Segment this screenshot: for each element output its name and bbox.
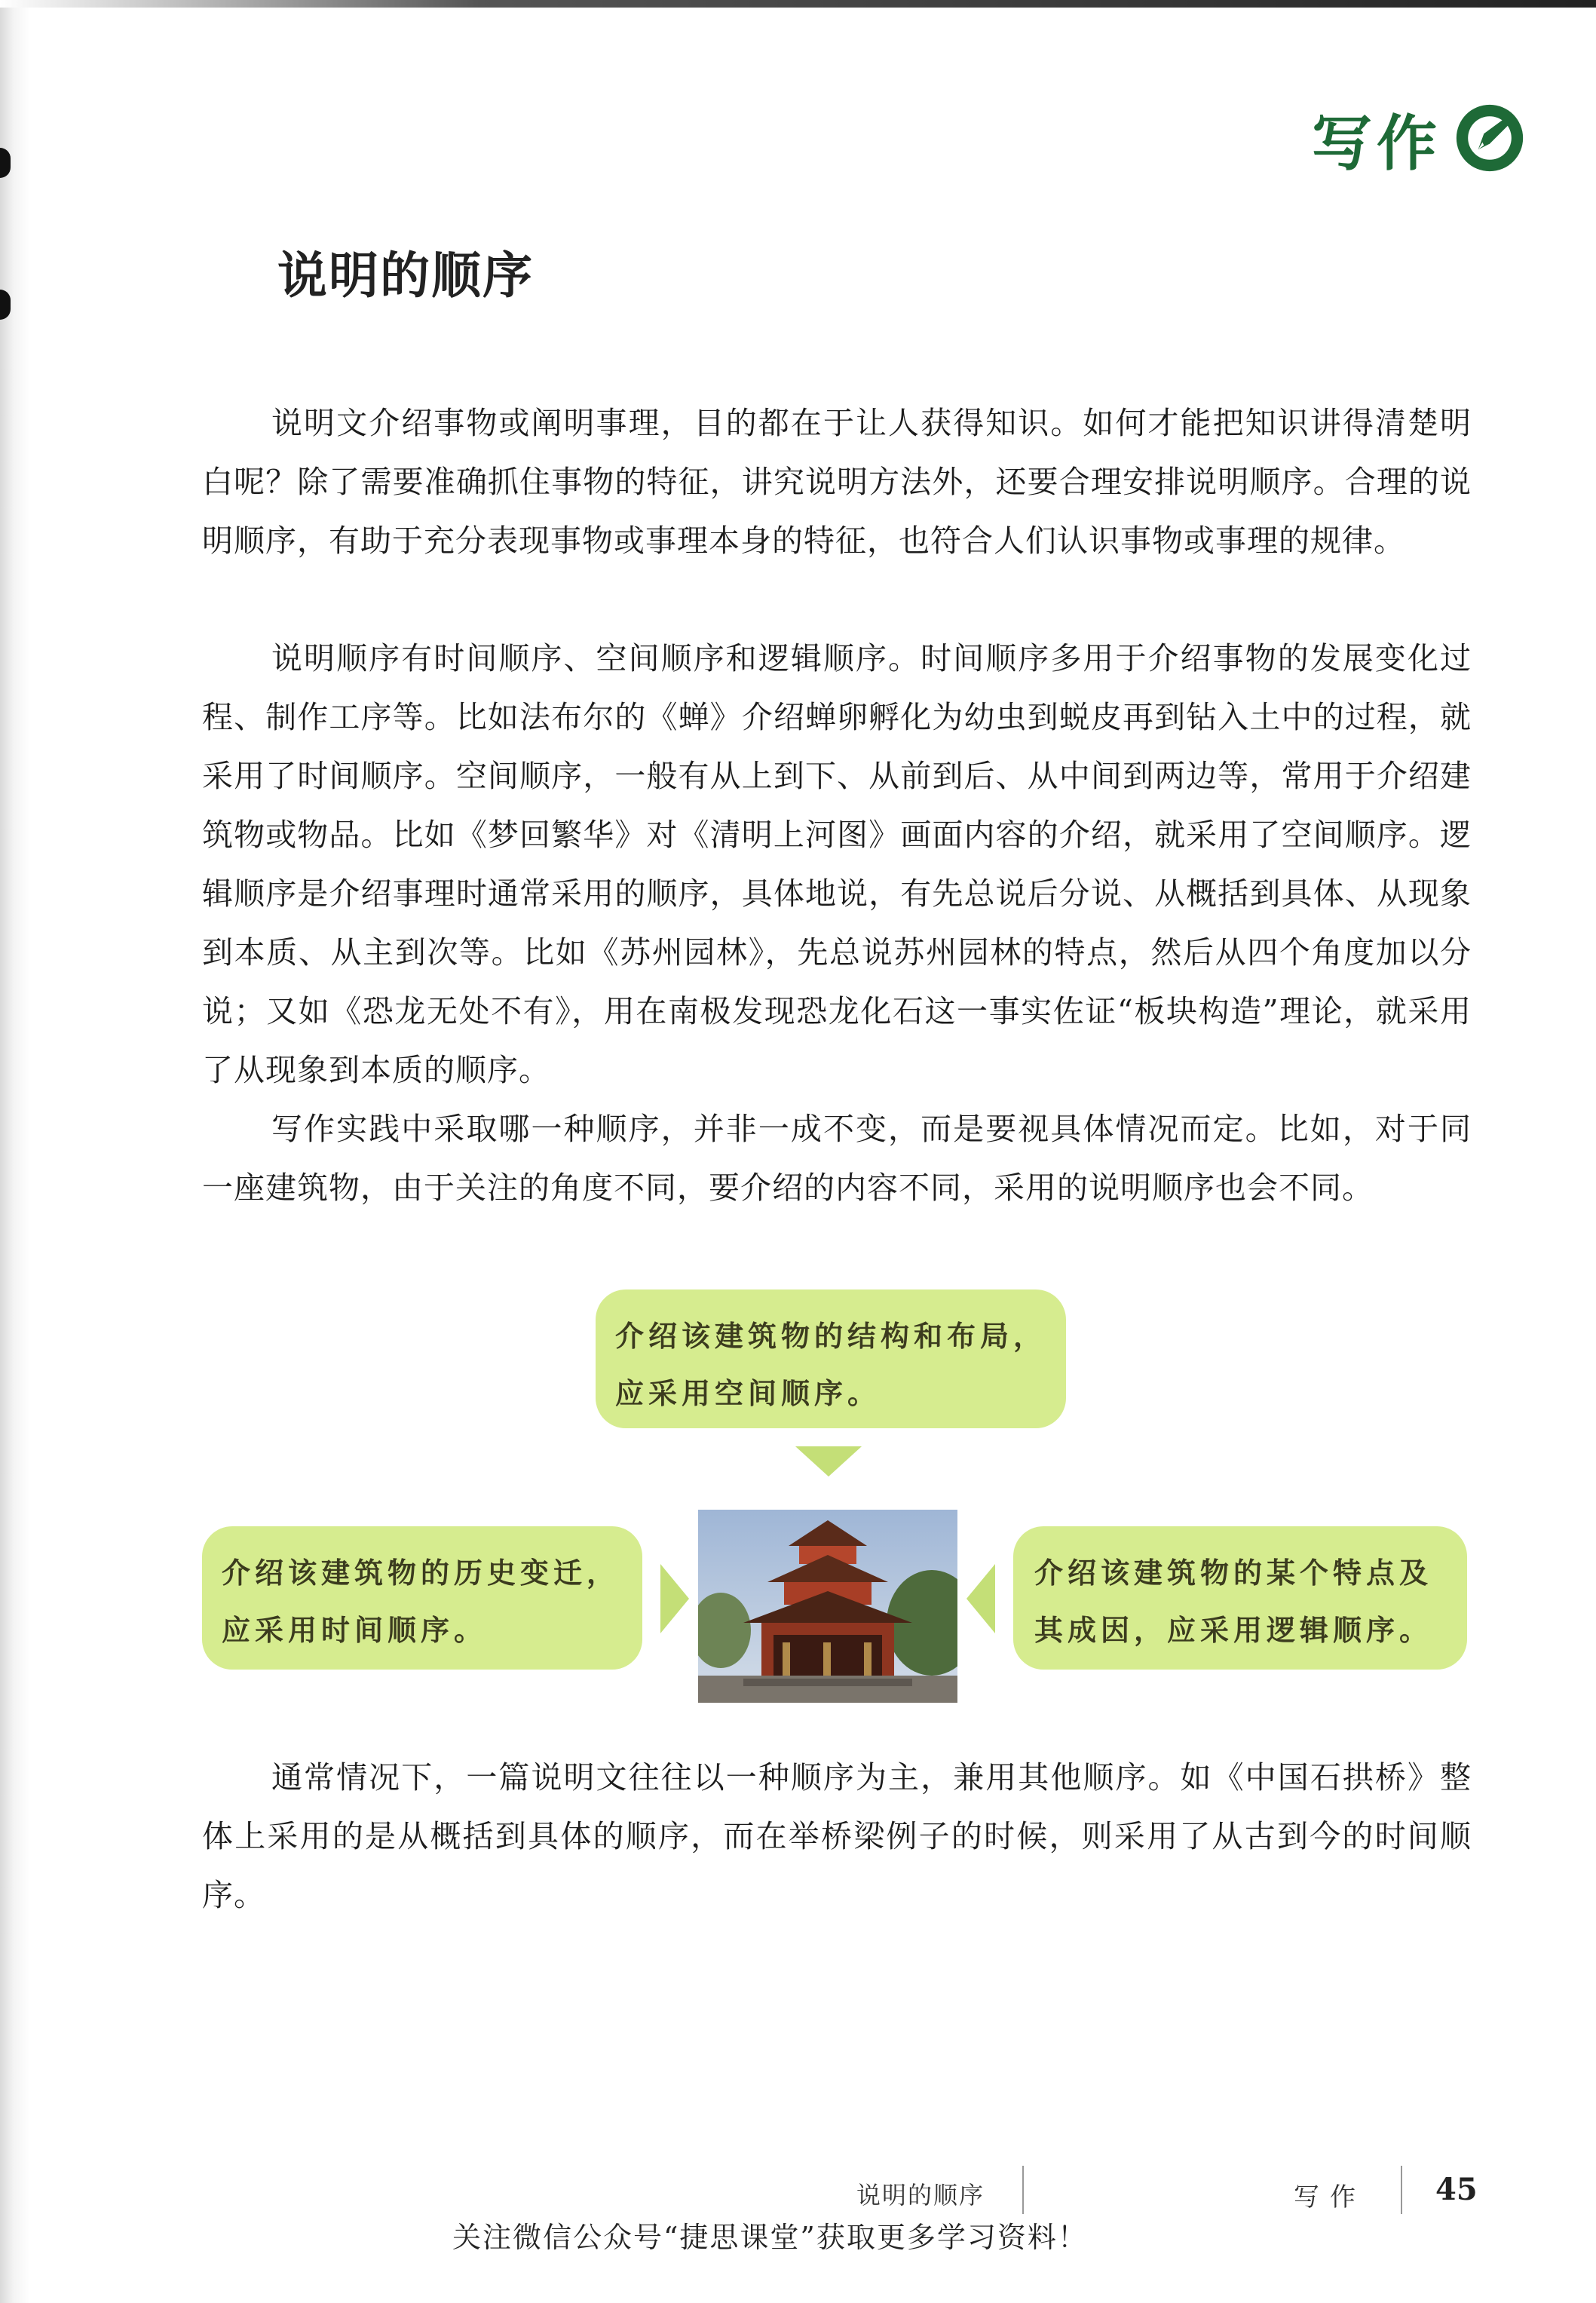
diagram-bubble-spatial — [596, 1289, 1066, 1428]
building-photo — [698, 1510, 957, 1703]
top-edge-band — [0, 0, 1596, 8]
arrow-left-icon — [966, 1564, 995, 1633]
body-paragraph: 说明文介绍事物或阐明事理，目的都在于让人获得知识。如何才能把知识讲得清楚明白呢？除了需要准确抓住事物的特征，讲究说明方法外，还要合理安排说明顺序。合理的说明顺序，有助于充分表现事物或事理本身的特征，也符合人们认识事物或事理的规律。 — [202, 405, 1472, 559]
section-header-badge — [1312, 97, 1526, 179]
body-paragraph: 通常情况下，一篇说明文往往以一种顺序为主，兼用其他顺序。如《中国石拱桥》整体上采用的是从概括到具体的顺序，而在举桥梁例子的时候，则采用了从古到今的时间顺序。 — [202, 1759, 1472, 1913]
diagram-bubble-logical — [1013, 1526, 1467, 1670]
footer-section-title: 说明的顺序 — [856, 2181, 985, 2209]
bubble-line: 应采用时间顺序。 — [222, 1613, 488, 1647]
bubble-line: 介绍该建筑物的历史变迁， — [222, 1556, 620, 1590]
pencil-circle-icon — [1454, 102, 1526, 174]
footer-chapter: 写作 — [1294, 2182, 1366, 2213]
page-number: 45 — [1435, 2172, 1478, 2207]
diagram-bubble-chronological — [202, 1526, 642, 1670]
body-paragraph: 说明顺序有时间顺序、空间顺序和逻辑顺序。时间顺序多用于介绍事物的发展变化过程、制作工序等。比如法布尔的《蝉》介绍蝉卵孵化为幼虫到蜕皮再到钻入土中的过程，就采用了时间顺序。空间顺序，一般有从上到下、从前到后、从中间到两边等，常用于介绍建筑物或物品。比如《梦回繁华》对《清明上河图》画面内容的介绍，就采用了空间顺序。逻辑顺序是介绍事理时通常采用的顺序，具体地说，有先总说后分说、从概括到具体、从现象到本质、从主到次等。比如《苏州园林》，先总说苏州园林的特点，然后从四个角度加以分说；又如《恐龙无处不有》，用在南极发现恐龙化石这一事实佐证“板块构造”理论，就采用了从现象到本质的顺序。 — [202, 640, 1472, 1088]
watermark-text: 关注微信公众号“捷思课堂”获取更多学习资料！ — [452, 2221, 1088, 2254]
page-title: 说明的顺序 — [277, 247, 534, 305]
bubble-line: 介绍该建筑物的某个特点及 — [1034, 1556, 1433, 1590]
section-label: 写作 — [1312, 108, 1441, 179]
arrow-down-icon — [795, 1446, 862, 1477]
bubble-line: 应采用空间顺序。 — [615, 1376, 881, 1410]
bubble-line: 其成因，应采用逻辑顺序。 — [1034, 1613, 1433, 1647]
footer-divider — [1401, 2166, 1402, 2214]
footer-divider — [1022, 2166, 1024, 2214]
body-paragraph: 写作实践中采取哪一种顺序，并非一成不变，而是要视具体情况而定。比如，对于同一座建筑物，由于关注的角度不同，要介绍的内容不同，采用的说明顺序也会不同。 — [202, 1111, 1472, 1206]
arrow-right-icon — [660, 1564, 689, 1633]
bubble-line: 介绍该建筑物的结构和布局， — [615, 1319, 1047, 1353]
